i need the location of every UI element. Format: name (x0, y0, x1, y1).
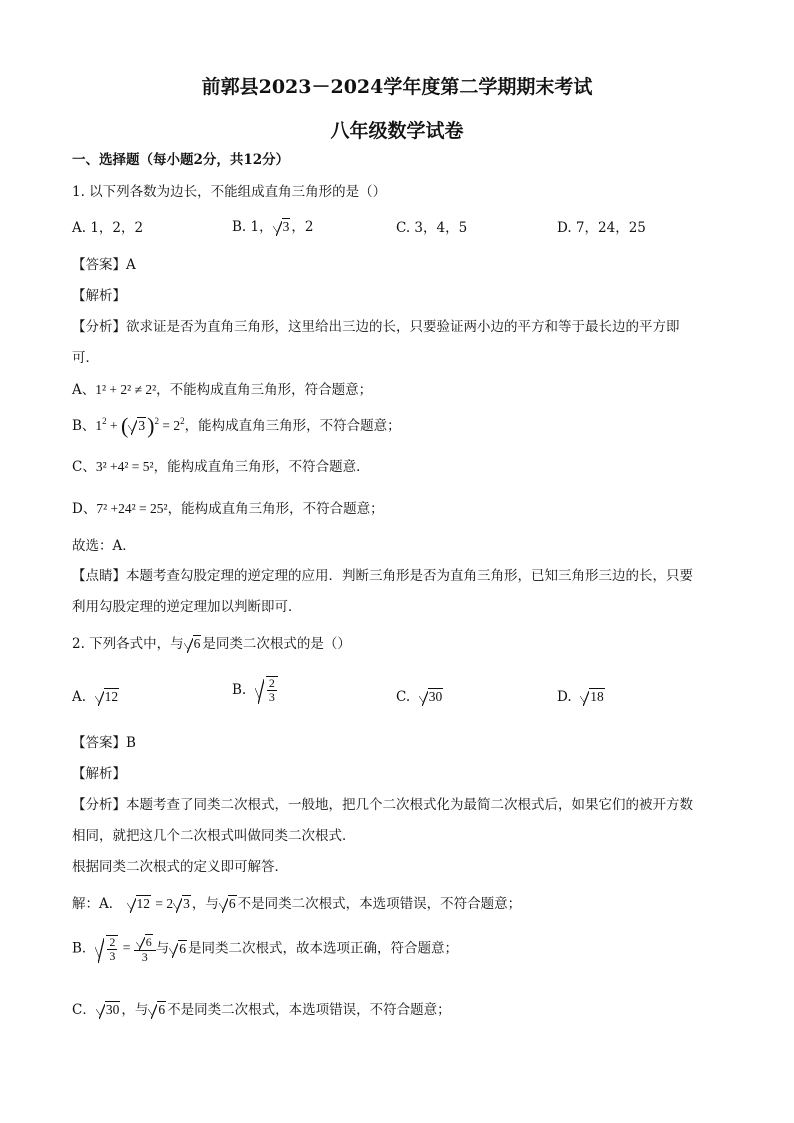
radicand: 18 (590, 689, 604, 704)
q1-solution-a (72, 381, 372, 399)
q1-solution-b (72, 413, 401, 438)
q1-option-a: A. 1，2，2 (72, 220, 144, 236)
label: B． (72, 940, 96, 957)
stem-end: 是同类二次根式的是（） (202, 636, 351, 652)
q2-fenxi-line2: 相同，就把这几个二次根式叫做同类二次根式． (72, 828, 356, 844)
remark-end: 不是同类二次根式，本选项错误，不符合题意； (167, 1002, 451, 1018)
label: 解：A． (72, 896, 123, 912)
equation: 1² + 2² ≠ 2² (95, 382, 157, 397)
q2-option-b (232, 676, 279, 704)
sqrt-symbol (419, 688, 444, 706)
equation: $1^2$ + ( $3)^2 = 2^2$ (95, 413, 185, 438)
q1-fenxi-line2: 可． (72, 350, 99, 366)
equation: $\frac{2}{3}$ = $\frac{6}{3}$ (95, 940, 155, 955)
q1-option-b (232, 218, 313, 236)
q1-stem: 1. 以下列各数为边长，不能组成直角三角形的是（） (72, 184, 387, 200)
equation: 12 = 2 3 (127, 896, 192, 911)
sqrt-symbol (184, 635, 202, 653)
q2-option-d (557, 688, 606, 706)
q1-dianjing-line1: 【点睛】本题考查勾股定理的逆定理的应用．判断三角形是否为直角三角形，已知三角形三边的长，只要 (72, 568, 693, 584)
q2-fenxi-line1: 【分析】本题考查了同类二次根式，一般地，把几个二次根式化为最简二次根式后，如果它们的被开方数 (72, 797, 693, 813)
remark: ，能构成直角三角形，不符合题意． (153, 459, 370, 475)
q2-solution-b (72, 934, 458, 964)
sqrt-symbol: 6 (169, 940, 187, 958)
q2-fenxi-line3: 根据同类二次根式的定义即可解答． (72, 859, 288, 875)
remark-end: 不是同类二次根式，本选项错误，不符合题意； (237, 896, 522, 912)
numerator: 2 (268, 676, 275, 690)
remark: ，能构成直角三角形，不符合题意； (167, 501, 384, 517)
q1-analysis-label: 【解析】 (72, 288, 126, 304)
exam-subtitle: 八年级数学试卷 (330, 120, 464, 142)
label: C、 (72, 459, 96, 475)
remark: ，与 (121, 1002, 149, 1018)
label: C. (396, 689, 411, 705)
label: D. (557, 689, 572, 705)
q2-answer: 【答案】B (72, 735, 136, 751)
remark: ，不能构成直角三角形，符合题意； (156, 382, 373, 398)
remark: ，与 (191, 896, 219, 912)
q1-solution-c (72, 458, 370, 476)
radicand: 30 (428, 689, 443, 704)
stem-start: 2. 下列各式中，与 (72, 636, 184, 652)
q2-analysis-label: 【解析】 (72, 766, 126, 782)
q2-stem (72, 635, 351, 653)
q1-option-d: D. 7，24，25 (557, 220, 646, 236)
label: A、 (72, 382, 96, 398)
exam-title: 前郭县2023－2024学年度第二学期期末考试 (201, 76, 593, 98)
equation: 7² +24² = 25² (96, 501, 168, 516)
q1-answer: 【答案】A (72, 257, 136, 273)
q1-choice: 故选：A． (72, 538, 136, 554)
radicand: 12 (104, 689, 119, 704)
section-heading: 一、选择题（每小题2分，共12分） (72, 152, 290, 168)
q2-option-a (72, 688, 120, 706)
sqrt-symbol (273, 218, 291, 236)
equation: 3² +4² = 5² (95, 459, 154, 474)
sqrt-symbol (95, 688, 120, 706)
sqrt-symbol: 6 (148, 1001, 166, 1019)
q1-fenxi-line1: 【分析】欲求证是否为直角三角形，这里给出三边的长，只要验证两小边的平方和等于最长边的平方即 (72, 319, 680, 335)
q1-solution-d (72, 500, 384, 518)
radicand: 3 (282, 219, 290, 234)
sqrt-symbol: 6 (219, 895, 237, 913)
denominator: 3 (268, 690, 275, 704)
label: B、 (72, 418, 96, 434)
remark-end: 是同类二次根式，故本选项正确，符合题意； (188, 940, 459, 957)
q2-solution-a (72, 895, 521, 913)
label: D、 (72, 501, 97, 517)
q1-option-c: C. 3，4，5 (396, 220, 468, 236)
q1-option-b-tail: ，2 (291, 219, 314, 235)
label: B. (232, 682, 247, 699)
q2-solution-c (72, 1001, 451, 1019)
sqrt-symbol (255, 676, 278, 704)
sqrt-symbol: 30 (96, 1001, 121, 1019)
label: C． (72, 1002, 96, 1018)
sqrt-symbol (580, 688, 605, 706)
remark: ，能构成直角三角形，不符合题意； (184, 418, 401, 434)
q1-dianjing-line2: 利用勾股定理的逆定理加以判断即可． (72, 599, 302, 615)
radicand: 6 (193, 636, 201, 651)
q2-option-c (396, 688, 444, 706)
label: A. (72, 689, 87, 705)
remark: 与 (155, 940, 170, 957)
q1-option-b-label: B. 1， (232, 219, 273, 235)
